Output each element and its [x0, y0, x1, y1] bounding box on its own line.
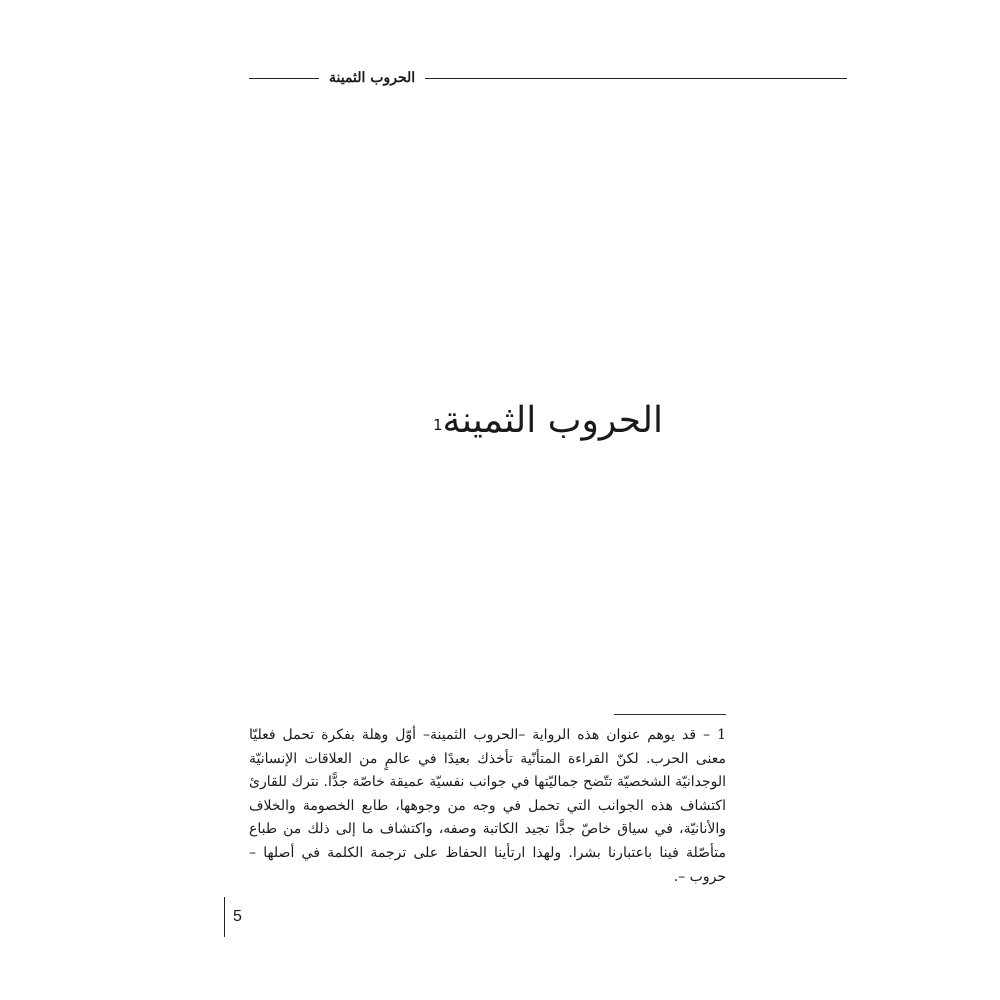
- footnote-text: 1 – قد يوهم عنوان هذه الرواية –الحروب الثمينة– أوّل وهلة بفكرة تحمل فعليّا معنى الحرب. لكنّ القراءة المتأنّية تأخذك بعيدًا في عالمٍ من العلاقات الإنسانيّة الوجدانيّة الشخصيّة تتّضح جماليّتها في جوانب نفسيّة عميقة خاصّة جدًّا. نترك للقارئ اكتشاف هذه الجوانب التي تحمل في وجه من وجوهها، طابع الخصومة والخلاف والأنانيّة، في سياق خاصّ جدًّا تجيد الكاتبة وصفه، واكتشاف ما إلى ذلك من طباع متأصّلة فينا باعتبارنا بشرا. ولهذا ارتأينا الحفاظ على ترجمة الكلمة في أصلها – حروب –.: [249, 727, 726, 885]
- footnote-separator: [614, 714, 726, 715]
- header-rule-left: [249, 78, 319, 79]
- chapter-title: [249, 393, 847, 449]
- page-number: 5: [233, 908, 242, 925]
- footnote-marker[interactable]: 1: [432, 416, 443, 434]
- running-header: [249, 66, 847, 90]
- folio-rule: [224, 897, 225, 937]
- chapter-title-text: الحروب الثمينة: [442, 400, 663, 441]
- header-rule-right: [425, 78, 847, 79]
- running-title: الحروب الثمينة: [329, 70, 416, 86]
- page-folio: [224, 897, 242, 937]
